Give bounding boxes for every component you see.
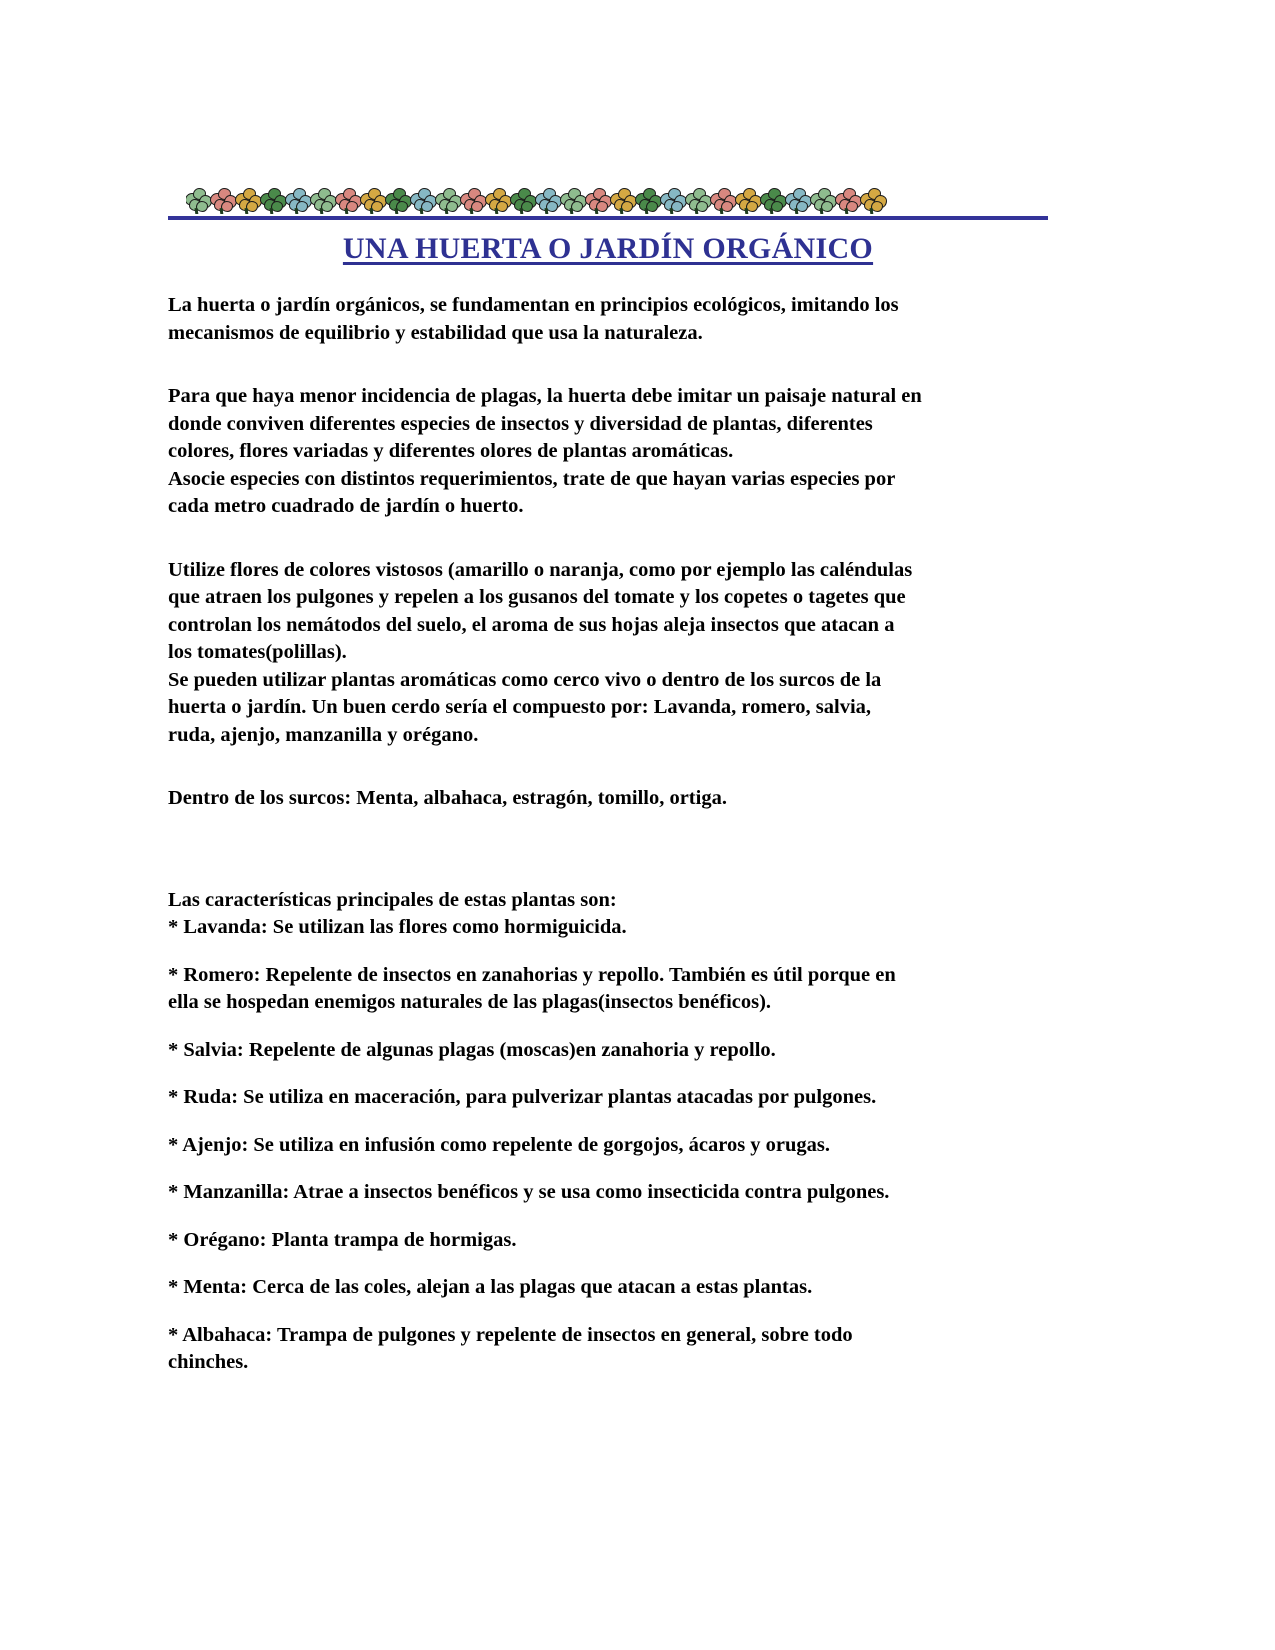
list-item-line: * Manzanilla: Atrae a insectos benéficos y se usa como insecticida contra pulgones. xyxy=(168,1181,890,1203)
paragraph-aromatic-hedge xyxy=(168,667,1048,750)
list-item xyxy=(168,1274,1048,1302)
document-content xyxy=(168,170,1048,1397)
list-item-line: * Orégano: Planta trampa de hormigas. xyxy=(168,1228,517,1251)
leaf-border-ornament xyxy=(186,170,1046,214)
paragraph-line: ruda, ajenjo, manzanilla y orégano. xyxy=(168,723,479,746)
paragraph-line: huerta o jardín. Un buen cerdo sería el compuesto por: Lavanda, romero, salvia, xyxy=(168,696,872,718)
page-title: UNA HUERTA O JARDÍN ORGÁNICO xyxy=(342,232,874,265)
list-item-line: chinches. xyxy=(168,1351,249,1373)
list-item xyxy=(168,1037,1048,1065)
list-item-line: * Salvia: Repelente de algunas plagas (moscas)en zanahoria y repollo. xyxy=(168,1038,776,1061)
spacer xyxy=(168,769,1048,785)
horizontal-rule xyxy=(168,216,1048,220)
paragraph-line: Las características principales de estas plantas son: xyxy=(168,888,617,911)
spacer xyxy=(168,541,1048,557)
list-item xyxy=(168,1084,1048,1112)
list-item xyxy=(168,1132,1048,1160)
spacer xyxy=(168,833,1048,887)
paragraph-line: controlan los nemátodos del suelo, el aroma de sus hojas aleja insectos que atacan a xyxy=(168,613,895,636)
list-item-line: * Lavanda: Se utilizan las flores como hormiguicida. xyxy=(168,916,627,938)
leaf-icon xyxy=(857,184,888,214)
paragraph-line: cada metro cuadrado de jardín o huerto. xyxy=(168,495,524,517)
paragraph-characteristics-heading xyxy=(168,887,1048,915)
list-item-line: * Albahaca: Trampa de pulgones y repelente de insectos en general, sobre todo xyxy=(168,1323,853,1346)
paragraph-line: La huerta o jardín orgánicos, se fundamentan en principios ecológicos, imitando los xyxy=(168,294,899,316)
paragraph-line: que atraen los pulgones y repelen a los gusanos del tomate y los copetes o tagetes que xyxy=(168,586,906,608)
list-item-line: * Romero: Repelente de insectos en zanahorias y repollo. También es útil porque en xyxy=(168,963,896,986)
paragraph-line: Utilize flores de colores vistosos (amarillo o naranja, como por ejemplo las caléndulas xyxy=(168,558,913,581)
paragraph-line: Se pueden utilizar plantas aromáticas como cerco vivo o dentro de los surcos de la xyxy=(168,668,882,691)
paragraph-line: donde conviven diferentes especies de insectos y diversidad de plantas, diferentes xyxy=(168,412,873,435)
list-item xyxy=(168,1322,1048,1377)
document-body xyxy=(168,292,1048,1377)
list-item-line: ella se hospedan enemigos naturales de las plagas(insectos benéficos). xyxy=(168,991,772,1013)
paragraph-flowers xyxy=(168,557,1048,667)
list-item-line: * Menta: Cerca de las coles, alejan a las plagas que atacan a estas plantas. xyxy=(168,1276,813,1298)
paragraph-biodiversity xyxy=(168,383,1048,466)
paragraph-line: Para que haya menor incidencia de plagas, la huerta debe imitar un paisaje natural en xyxy=(168,385,922,407)
plant-characteristics-list xyxy=(168,914,1048,1377)
list-item-line: * Ajenjo: Se utiliza en infusión como repelente de gorgojos, ácaros y orugas. xyxy=(168,1133,831,1156)
paragraph-furrows xyxy=(168,785,1048,813)
list-item xyxy=(168,1227,1048,1255)
spacer xyxy=(168,367,1048,383)
paragraph-line: Asocie especies con distintos requerimientos, trate de que hayan varias especies por xyxy=(168,467,896,490)
list-item-line: * Ruda: Se utiliza en maceración, para pulverizar plantas atacadas por pulgones. xyxy=(168,1086,877,1108)
paragraph-association xyxy=(168,466,1048,521)
leaf-row xyxy=(186,170,1046,214)
list-item xyxy=(168,914,1048,942)
paragraph-line: mecanismos de equilibrio y estabilidad que usa la naturaleza. xyxy=(168,321,703,344)
list-item xyxy=(168,962,1048,1017)
paragraph-line: Dentro de los surcos: Menta, albahaca, estragón, tomillo, ortiga. xyxy=(168,787,727,809)
list-item xyxy=(168,1179,1048,1207)
paragraph-line: los tomates(polillas). xyxy=(168,641,347,663)
paragraph-line: colores, flores variadas y diferentes olores de plantas aromáticas. xyxy=(168,440,734,462)
paragraph-intro xyxy=(168,292,1048,347)
